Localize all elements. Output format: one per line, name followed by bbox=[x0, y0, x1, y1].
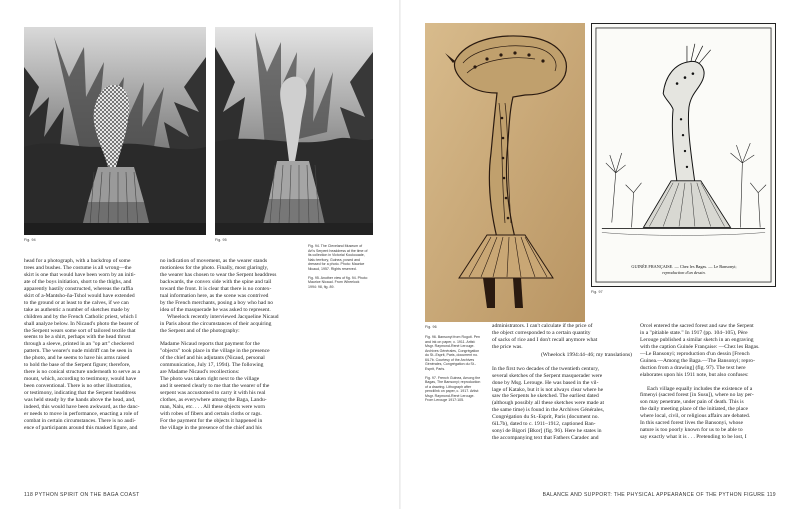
left-col1-line: er needs to move in performance, enacting a role of bbox=[24, 410, 139, 417]
plate-caption-title: GUINÉE FRANÇAISE. — Chez les Bagas. — Le Bansonyi; bbox=[631, 264, 737, 269]
serpent-ink-sketch-icon bbox=[425, 23, 585, 322]
left-col1-line: there is no conical structure underneath to serve as a bbox=[24, 369, 140, 376]
right-col2-line: Lerouge published a similar sketch in an engraving bbox=[640, 336, 754, 343]
left-col2-line: and it seemed clearly to me that the wearer of the bbox=[160, 383, 270, 390]
caption-fig-95: Fig. 95. Another view of fig. 94. Photo: Maurice Nicaud. From Wheelock 1994: 98, fig. 89. bbox=[308, 275, 368, 289]
figure-95-label: Fig. 95 bbox=[215, 238, 227, 242]
right-col2-line: In this sacred forest lives the Bansonyi, whose bbox=[640, 420, 743, 427]
right-col2-line: with the caption Guinée Française: —Chez les Bagas. bbox=[640, 343, 760, 350]
left-col2-line: the village in the presence of the chief and his bbox=[160, 424, 262, 431]
left-col1-line: or testimony, indicating that the Serpent headdress bbox=[24, 390, 136, 397]
left-col1-line: been conventional. There is no other illustration, bbox=[24, 383, 132, 390]
left-col2-line: communication, July 17, 1994). The following bbox=[160, 362, 264, 369]
page-gutter bbox=[399, 0, 401, 509]
right-text-column-1 bbox=[492, 323, 632, 442]
left-col1-line: was held steady by the hands above the head, and, bbox=[24, 397, 136, 404]
right-col2-line: fimenyi (sacred forest [in Susu]), where no lay per- bbox=[640, 392, 754, 399]
left-col1-line: ate of the boys initiation, short to the thighs, and bbox=[24, 278, 132, 285]
right-col2-line: Each village equally includes the existence of a bbox=[647, 385, 753, 392]
left-text-column-1 bbox=[24, 258, 152, 432]
left-col2-line: are Madame Nicaud's recollections: bbox=[160, 369, 240, 376]
figure-97-label: Fig. 97 bbox=[591, 290, 603, 294]
right-col1-line: done by Msg. Lerouge. He was based in the vil- bbox=[492, 379, 599, 386]
left-col2-line: Madame Nicaud reports that payment for the bbox=[160, 341, 260, 348]
left-col2-line: toward the front. It is clear that there is no contex- bbox=[160, 285, 272, 292]
left-col2-line: man, Nalu, etc. . . . All these objects were worn bbox=[160, 403, 266, 410]
left-col2-line: "objects" took place in the village in the presence bbox=[160, 348, 270, 355]
left-col2-line: Wheelock recently interviewed Jacqueline Nicaud bbox=[167, 313, 279, 320]
left-col2-line: by the French merchants, posing a boy who had no bbox=[160, 299, 274, 306]
left-col1-line: combat in certain circumstances. There is no audi- bbox=[24, 417, 136, 424]
right-col2-line: duction from a drawing] (fig. 97). The text here bbox=[640, 364, 746, 371]
left-col1-line: take as authentic a number of sketches made by bbox=[24, 306, 130, 313]
figure-96-label: Fig. 96 bbox=[425, 325, 437, 329]
right-col1-line: (although possibly all these sketches were made at bbox=[492, 400, 604, 407]
left-text-column-2 bbox=[160, 258, 300, 432]
right-col2-line: Orcel entered the sacred forest and saw the Serpent bbox=[640, 323, 754, 329]
left-col2-line: serpent was accustomed to carry it with his real bbox=[160, 390, 266, 397]
left-col1-line: ence of participants around this masked figure, and bbox=[24, 424, 138, 431]
left-col1-line: to hold the base of the Serpent figure; therefore, bbox=[24, 362, 131, 369]
left-col2-line: backwards, the convex side with the spine and tail bbox=[160, 278, 272, 285]
left-col2-line: clothes, as everywhere among the Baga, Landu- bbox=[160, 397, 267, 403]
left-col2-line: with robes of fibers and certain cloths or rags. bbox=[160, 410, 262, 417]
left-col1-line: the Serpent wears some sort of tailored textile that bbox=[24, 327, 136, 334]
right-col1-line: the object corresponded to a certain quantity bbox=[492, 329, 591, 336]
figure-97-engraving bbox=[591, 23, 776, 287]
right-col2-line: elaborates upon his 1911 note, but also confuses: bbox=[640, 371, 749, 378]
left-col1-line: children and by the French Catholic priest, which I bbox=[24, 313, 137, 320]
left-col1-line: shall analyze below. In Nicaud's photo the bearer of bbox=[24, 320, 139, 327]
right-col1-line: saw the Serpents he sketched. The earliest dated bbox=[492, 393, 599, 400]
caption-fig-96: Fig. 96. Bansonyi from Rogoti. Pen and ink on paper, c. 1911. Artist: Msgr. Raymond-René Lerouge. Archives Générales, Congrégation du St.-Esprit, Paris, document no. 6iL7b. Courtesy of the Archives Générales, Congrégation du St.-Esprit, Paris. bbox=[425, 335, 481, 371]
figure-95-photo bbox=[215, 27, 373, 235]
caption-fig-97: Fig. 97. French Guinea, Among the Bagas, The Bansonyi; reproduction of a drawing. Lithograph after pencil/ink on paper, c. 1917. Artist: Msgr. Raymond-René Lerouge. From Lerouge 1917:105. bbox=[425, 375, 481, 402]
left-col1-line: the photo, and he seems to have his arms raised bbox=[24, 355, 130, 362]
left-col2-line: no indication of movement, as the wearer stands bbox=[160, 258, 268, 264]
right-col2-line: in a "pitiable state." In 1917 (pp. 104–105), Père bbox=[640, 329, 748, 336]
figure-96-sketch bbox=[425, 23, 585, 322]
left-col1-line: apparently hastily constructed, whereas the raffia bbox=[24, 285, 133, 292]
right-col2-line: say exactly what it is . . . Pretending to be lost, I bbox=[640, 434, 747, 441]
left-col1-line: through a sleeve, printed in an "op art" checkered bbox=[24, 341, 134, 348]
right-page-footer: BALANCE AND SUPPORT: THE PHYSICAL APPEARANCE OF THE PYTHON FIGURE 119 bbox=[542, 492, 776, 498]
right-col2-line: —Le Bansonyi; reproduction d'un dessin [French bbox=[640, 350, 750, 357]
left-col1-line: indeed, this would have been awkward, as the danc- bbox=[24, 404, 140, 411]
right-col1-line: 6iL7b), dated to c. 1911–1912, captioned Ban- bbox=[492, 421, 596, 428]
plate-caption bbox=[595, 264, 773, 275]
masked-figure-photo-2 bbox=[215, 27, 373, 235]
left-col1-line: mount, which, according to testimony, would have bbox=[24, 376, 137, 383]
right-col2-line: the daily meeting place of the initiated, the place bbox=[640, 406, 748, 413]
left-col2-line: the wearer has chosen to wear the Serpent headdress bbox=[160, 271, 277, 278]
right-col1-line: the price was. bbox=[492, 343, 523, 350]
left-col2-line: For the payment for the objects it happened in bbox=[160, 417, 263, 424]
left-col2-line: idea of the masquerade he was asked to represent. bbox=[160, 306, 271, 313]
right-col2-line: nature is too poorly known for us to be able to bbox=[640, 427, 743, 434]
right-col1-line: the accompanying text that Fathers Caradec and bbox=[492, 435, 599, 442]
right-col1-line: the same time) is found in the Archives Générales, bbox=[492, 407, 604, 414]
serpent-engraving-icon bbox=[592, 24, 775, 286]
right-col1-line: sonyi de Bigori [Bkor] (fig. 96). Here he states in bbox=[492, 428, 602, 435]
figure-94-photo bbox=[24, 27, 206, 235]
right-col2-line: son may penetrate, under pain of death. This is bbox=[640, 399, 744, 406]
right-captions bbox=[425, 335, 483, 407]
right-col2-line: where local, civil, or religious affairs are debated. bbox=[640, 413, 751, 420]
right-text-column-2 bbox=[640, 323, 778, 441]
left-col1-line: skirt of a-Mantsho-ña-Tshol would have extended bbox=[24, 292, 135, 299]
left-col1-line: seems to be a shirt, perhaps with the head thrust bbox=[24, 334, 131, 341]
left-page-footer: 118 PYTHON SPIRIT ON THE BAGA COAST bbox=[24, 492, 140, 498]
left-col1-line: head for a photograph, with a backdrop of some bbox=[24, 258, 131, 264]
plate-caption-subtitle: reproduction d'un dessin. bbox=[662, 269, 706, 275]
left-col2-line: of the chief and his adjutants (Nicaud, personal bbox=[160, 355, 265, 362]
right-col1-line: In the first two decades of the twentieth century, bbox=[492, 365, 599, 372]
right-col2-line: Guinea.—Among the Baga.—The Bansonyi; repro- bbox=[640, 357, 755, 364]
left-col2-line: the Serpent and of the photography: bbox=[160, 327, 240, 334]
caption-fig-94: Fig. 94. The Cleveland Museum of Art's Serpent headdress at the time of its collection in Victoria/ Koukouade, Nalu territory, Guinea, posed and dressed for a photo. Photo: Maurice Nicaud, 1957. Rights reserved. bbox=[308, 244, 368, 271]
left-col2-line: tual information here, as the scene was contrived bbox=[160, 292, 269, 299]
left-col1-line: pattern. The wearer's nude midriff can be seen in bbox=[24, 348, 133, 355]
left-col1-line: to the ground or at least to the calves, if we can bbox=[24, 299, 129, 306]
right-col1-line: Congrégation du St.-Esprit, Paris (document no. bbox=[492, 414, 599, 421]
right-col1-line: lage of Katako, but it is not always clear where he bbox=[492, 386, 604, 393]
right-col1-line: several sketches of the Serpent masquerader were bbox=[492, 372, 603, 379]
left-col2-line: motionless for the photo. Finally, most glaringly, bbox=[160, 264, 269, 271]
left-col1-line: trees and bushes. The costume is all wrong—the bbox=[24, 264, 132, 271]
right-col1-citation: (Wheelock 1994:44–46; my translations) bbox=[540, 351, 632, 358]
left-col2-line: The photo was taken right next to the village bbox=[160, 376, 260, 383]
left-captions bbox=[308, 244, 368, 294]
left-col1-line: skirt is one that would have been worn by an initi- bbox=[24, 271, 136, 278]
figure-94-label: Fig. 94 bbox=[24, 238, 36, 242]
right-col1-line: administrators. I can't calculate if the price of bbox=[492, 323, 593, 329]
right-col1-line: of sacks of rice and I don't recall anymore what bbox=[492, 336, 598, 343]
masked-figure-photo-1 bbox=[24, 27, 206, 235]
left-col2-line: in Paris about the circumstances of their acquiring bbox=[160, 320, 272, 327]
